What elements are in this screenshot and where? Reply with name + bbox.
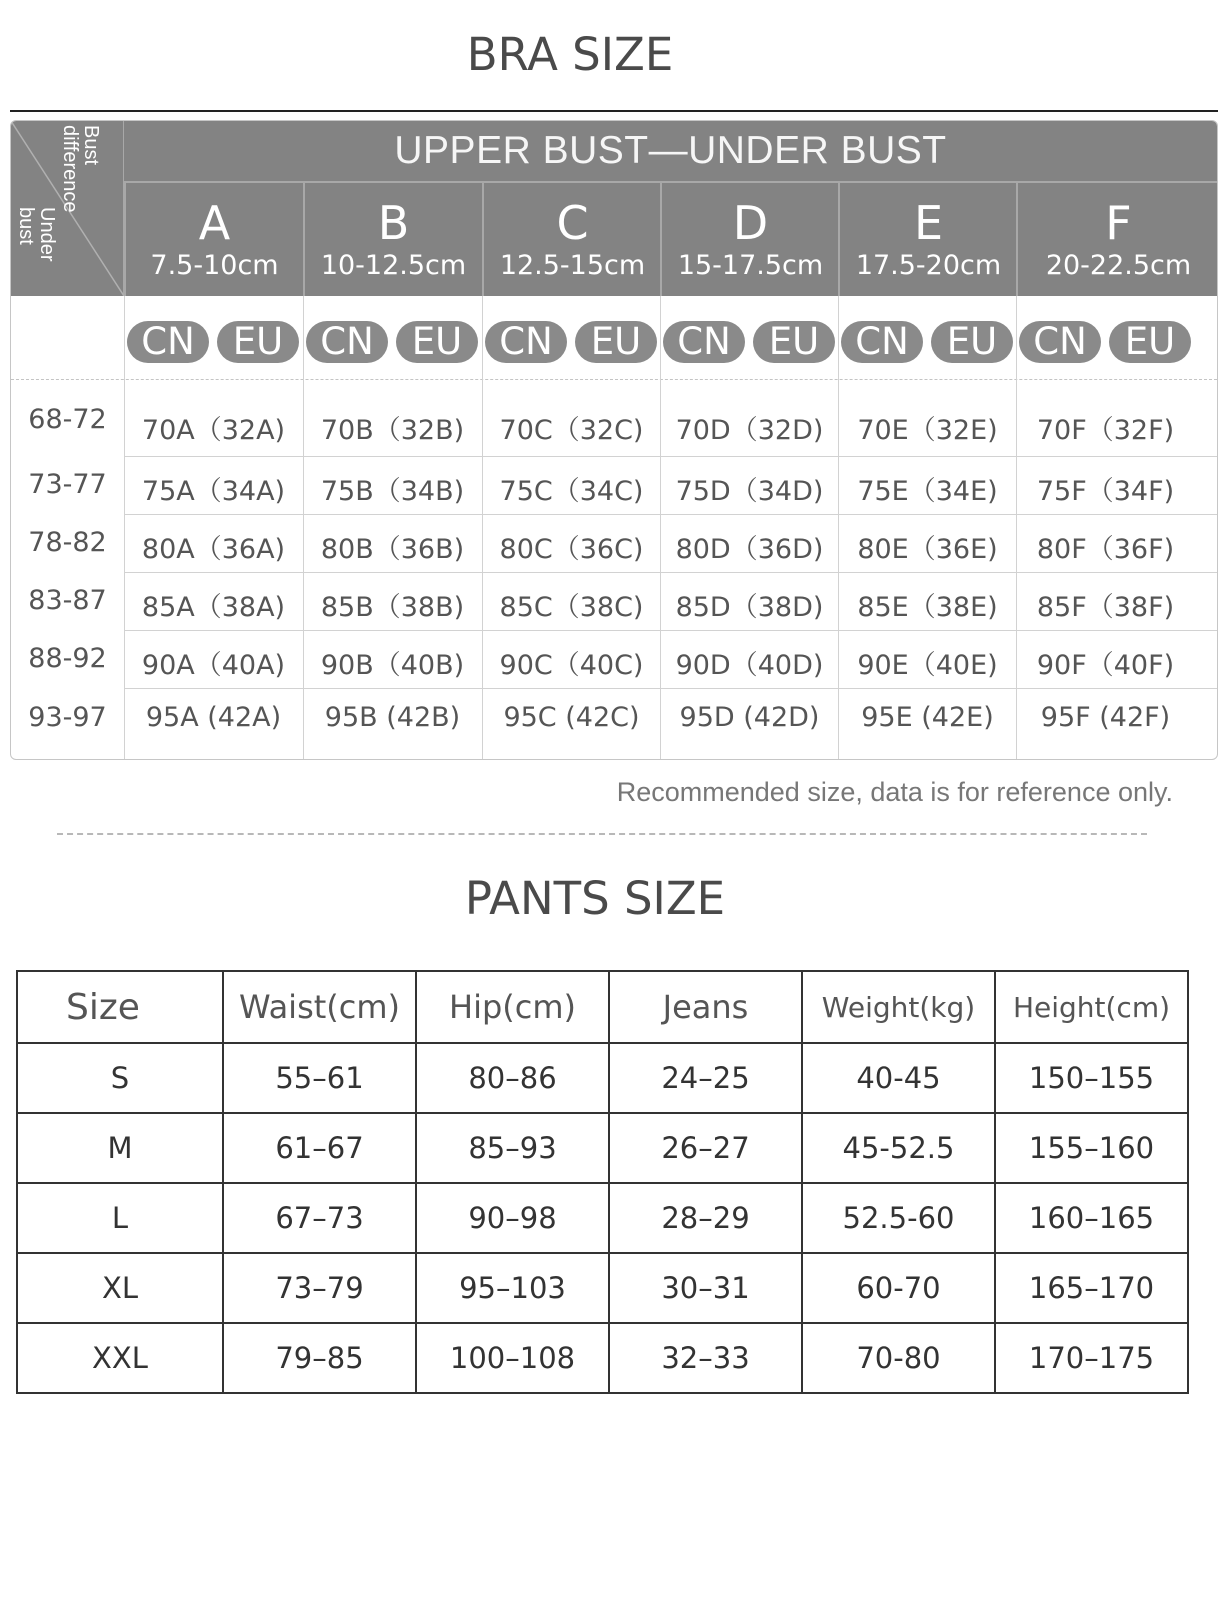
bra-size-title: BRA SIZE bbox=[466, 28, 674, 81]
pants-cell: 85–93 bbox=[416, 1113, 609, 1183]
region-pill-cn: CN bbox=[841, 321, 923, 363]
bra-size-cell: 85C（38C) bbox=[499, 592, 644, 623]
pants-cell: 40-45 bbox=[802, 1043, 995, 1113]
row-divider bbox=[124, 630, 1217, 631]
bra-size-cell: 75E（34E) bbox=[857, 476, 998, 507]
cup-header-a bbox=[124, 183, 303, 296]
row-divider bbox=[124, 688, 1217, 689]
pants-header-heightcm: Height(cm) bbox=[995, 971, 1188, 1043]
pants-cell: 73–79 bbox=[223, 1253, 416, 1323]
region-pill-eu: EU bbox=[931, 321, 1013, 363]
under-bust-value: 73-77 bbox=[28, 469, 107, 500]
cup-letter: B bbox=[377, 196, 410, 250]
bra-size-cell: 85F（38F) bbox=[1036, 592, 1175, 623]
bra-size-cell: 95D (42D) bbox=[679, 702, 820, 733]
region-pill-eu: EU bbox=[1109, 321, 1191, 363]
pants-cell: 55–61 bbox=[223, 1043, 416, 1113]
cup-header-e bbox=[838, 183, 1017, 296]
pants-cell: 95–103 bbox=[416, 1253, 609, 1323]
cup-letter: E bbox=[913, 196, 944, 250]
pants-header-row bbox=[17, 971, 1188, 1043]
cup-header-d bbox=[660, 183, 839, 296]
bra-size-cell: 80A（36A) bbox=[141, 534, 286, 565]
header-divider bbox=[11, 379, 1217, 380]
bra-size-cell: 75D（34D) bbox=[675, 476, 824, 507]
pants-cell: 80–86 bbox=[416, 1043, 609, 1113]
pants-cell: 160–165 bbox=[995, 1183, 1188, 1253]
bra-size-cell: 90E（40E) bbox=[857, 650, 998, 681]
bra-size-cell: 70D（32D) bbox=[675, 415, 824, 446]
pants-size-table bbox=[16, 970, 1189, 1394]
pants-header-jeans: Jeans bbox=[609, 971, 802, 1043]
cup-range: 15-17.5cm bbox=[677, 250, 824, 281]
cup-range: 12.5-15cm bbox=[499, 250, 646, 281]
cup-letter: A bbox=[198, 196, 231, 250]
row-divider bbox=[124, 572, 1217, 573]
pants-cell: 79–85 bbox=[223, 1323, 416, 1393]
bra-size-cell: 70E（32E) bbox=[857, 415, 998, 446]
title-rule bbox=[10, 110, 1218, 112]
region-pill-cn: CN bbox=[663, 321, 745, 363]
upper-minus-under-bust-label: UPPER BUST—UNDER BUST bbox=[124, 121, 1217, 183]
bra-size-cell: 90D（40D) bbox=[675, 650, 824, 681]
bra-size-cell: 90C（40C) bbox=[499, 650, 644, 681]
row-divider bbox=[124, 456, 1217, 457]
table-row bbox=[17, 1253, 1188, 1323]
bra-size-cell: 75B（34B) bbox=[320, 476, 465, 507]
table-row bbox=[17, 1183, 1188, 1253]
bra-size-cell: 80F（36F) bbox=[1036, 534, 1175, 565]
under-bust-value: 83-87 bbox=[28, 585, 107, 616]
pants-header-weightkg: Weight(kg) bbox=[802, 971, 995, 1043]
bra-size-cell: 70C（32C) bbox=[499, 415, 644, 446]
cup-range: 17.5-20cm bbox=[855, 250, 1002, 281]
row-divider bbox=[124, 514, 1217, 515]
pants-cell: 100–108 bbox=[416, 1323, 609, 1393]
cup-range: 20-22.5cm bbox=[1045, 250, 1192, 281]
bra-size-cell: 85D（38D) bbox=[675, 592, 824, 623]
pants-cell: 32–33 bbox=[609, 1323, 802, 1393]
bra-size-cell: 80D（36D) bbox=[675, 534, 824, 565]
region-pill-cn: CN bbox=[306, 321, 388, 363]
table-row bbox=[17, 1113, 1188, 1183]
table-row bbox=[17, 1043, 1188, 1113]
pants-cell: 52.5-60 bbox=[802, 1183, 995, 1253]
pants-header-waistcm: Waist(cm) bbox=[223, 971, 416, 1043]
bra-size-cell: 95B (42B) bbox=[324, 702, 461, 733]
pants-cell: 30–31 bbox=[609, 1253, 802, 1323]
pants-cell: XL bbox=[17, 1253, 223, 1323]
pants-cell: 60-70 bbox=[802, 1253, 995, 1323]
cup-letter: D bbox=[732, 196, 769, 250]
bra-size-cell: 85A（38A) bbox=[141, 592, 286, 623]
bra-size-cell: 90F（40F) bbox=[1036, 650, 1175, 681]
cup-range: 7.5-10cm bbox=[150, 250, 279, 281]
bra-size-cell: 80C（36C) bbox=[499, 534, 644, 565]
bra-size-table bbox=[10, 120, 1218, 760]
cup-letter: F bbox=[1105, 196, 1132, 250]
section-separator bbox=[57, 833, 1147, 835]
pants-cell: M bbox=[17, 1113, 223, 1183]
pants-cell: 90–98 bbox=[416, 1183, 609, 1253]
table-row bbox=[17, 1323, 1188, 1393]
bra-size-cell: 75F（34F) bbox=[1036, 476, 1175, 507]
bra-size-cell: 95C (42C) bbox=[503, 702, 640, 733]
bra-size-cell: 85E（38E) bbox=[857, 592, 998, 623]
pants-cell: 150–155 bbox=[995, 1043, 1188, 1113]
region-pill-eu: EU bbox=[575, 321, 657, 363]
pants-header-hipcm: Hip(cm) bbox=[416, 971, 609, 1043]
under-bust-value: 78-82 bbox=[28, 527, 107, 558]
pants-cell: XXL bbox=[17, 1323, 223, 1393]
bra-size-cell: 75C（34C) bbox=[499, 476, 644, 507]
cup-header-c bbox=[482, 183, 661, 296]
pants-cell: 67–73 bbox=[223, 1183, 416, 1253]
pants-cell: 170–175 bbox=[995, 1323, 1188, 1393]
cup-header-b bbox=[303, 183, 482, 296]
region-pill-eu: EU bbox=[217, 321, 299, 363]
pants-cell: 155–160 bbox=[995, 1113, 1188, 1183]
cup-header-f bbox=[1016, 183, 1218, 296]
bra-size-cell: 80E（36E) bbox=[857, 534, 998, 565]
under-bust-value: 68-72 bbox=[28, 404, 107, 435]
region-pill-cn: CN bbox=[1019, 321, 1101, 363]
pants-cell: 70-80 bbox=[802, 1323, 995, 1393]
region-pill-eu: EU bbox=[396, 321, 478, 363]
cup-letter: C bbox=[556, 196, 589, 250]
cup-range: 10-12.5cm bbox=[320, 250, 467, 281]
pants-cell: 28–29 bbox=[609, 1183, 802, 1253]
bra-size-cell: 90A（40A) bbox=[141, 650, 286, 681]
pants-cell: 61–67 bbox=[223, 1113, 416, 1183]
bra-size-cell: 70A（32A) bbox=[141, 415, 286, 446]
pants-cell: 165–170 bbox=[995, 1253, 1188, 1323]
bra-size-cell: 70F（32F) bbox=[1036, 415, 1175, 446]
corner-header-cell bbox=[11, 121, 124, 296]
under-bust-label: Under bust bbox=[15, 207, 58, 262]
bra-size-cell: 70B（32B) bbox=[320, 415, 465, 446]
bra-size-cell: 90B（40B) bbox=[320, 650, 465, 681]
region-pill-eu: EU bbox=[753, 321, 835, 363]
bra-size-cell: 85B（38B) bbox=[320, 592, 465, 623]
bra-size-cell: 95A (42A) bbox=[145, 702, 282, 733]
pants-cell: 26–27 bbox=[609, 1113, 802, 1183]
bra-size-cell: 95F (42F) bbox=[1040, 702, 1171, 733]
region-pill-cn: CN bbox=[485, 321, 567, 363]
pants-size-title: PANTS SIZE bbox=[464, 872, 726, 925]
pants-cell: S bbox=[17, 1043, 223, 1113]
pants-cell: 45-52.5 bbox=[802, 1113, 995, 1183]
under-bust-value: 88-92 bbox=[28, 643, 107, 674]
bra-size-cell: 95E (42E) bbox=[861, 702, 994, 733]
bra-size-cell: 75A（34A) bbox=[141, 476, 286, 507]
pants-cell: L bbox=[17, 1183, 223, 1253]
pants-header-size: Size bbox=[17, 971, 223, 1043]
bra-size-cell: 80B（36B) bbox=[320, 534, 465, 565]
bust-difference-label: Bust difference bbox=[59, 125, 102, 213]
pants-cell: 24–25 bbox=[609, 1043, 802, 1113]
reference-note: Recommended size, data is for reference only. bbox=[616, 777, 1173, 807]
under-bust-value: 93-97 bbox=[28, 702, 107, 733]
region-pill-cn: CN bbox=[127, 321, 209, 363]
